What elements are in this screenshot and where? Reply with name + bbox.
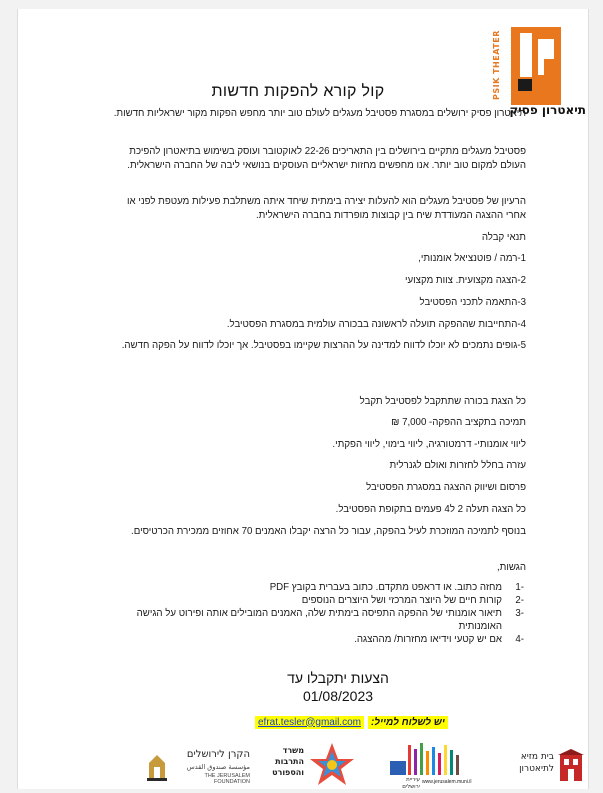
deadline-label: הצעות יתקבלו עד	[287, 670, 389, 686]
paragraph-idea: הרעיון של פסטיבל מעגלים הוא להעלות יצירה בימתית שיחד איתה משתלבת פעילות מעטפת לפני או אחרי ההצגה המעודדת שיח בין קבוצות מופרדות בחברה הישראלית.	[127, 196, 526, 221]
submission-email-link[interactable]: efrat.tesler@gmail.com	[255, 716, 364, 729]
benefits-heading: כל הצגת בכורה שתתקבל לפסטיבל תקבל	[359, 396, 526, 407]
condition-2: 2-הצגה מקצועית. צוות מקצועי	[405, 275, 526, 286]
ministry-culture-logo	[264, 741, 364, 793]
condition-3: 3-התאמה לתכני הפסטיבל	[419, 297, 526, 308]
list-text: תיאור אומנותי של ההפקה התפיסה בימתית שלה, האמנים המובילים אותה ופירוט על הגישה האומנותית	[136, 608, 502, 632]
municipality-url: www.jerusalem.muni.il	[422, 779, 472, 785]
deadline	[258, 669, 418, 705]
submissions-list	[118, 581, 524, 646]
jerusalem-foundation-emblem-icon	[146, 751, 168, 781]
page-title: קול קורא להפקות חדשות	[211, 83, 385, 100]
condition-4: 4-התחייבות שההפקה תועלה לראשונה בבכורה עולמית במסגרת הפסטיבל.	[226, 319, 526, 330]
list-text: אם יש קטעי וידיאו מחזרות/ מההצגה.	[354, 634, 502, 645]
submission-email-label: יש לשלוח למייל:	[368, 716, 448, 729]
municipality-line2: ירושלים	[402, 784, 420, 790]
condition-5: 5-גופים נתמכים לא יוכלו לדווח למדינה על ההרצות שקיימו בפסטיבל. אך יוכלו לדווח על הפקה חדשה.	[121, 340, 526, 351]
list-text: קורות חיים של היוצר המרכזי ושל היוצרים הנוספים	[301, 595, 502, 606]
logo-comma-mark-icon	[514, 29, 560, 103]
list-item	[118, 594, 524, 607]
municipality-line1: עיריית	[406, 777, 420, 783]
ministry-line2: התרבות	[275, 757, 304, 766]
psik-theater-logo	[490, 19, 586, 115]
municipality-colorful-lines-icon	[390, 741, 480, 775]
deadline-date: 01/08/2023	[302, 688, 374, 704]
beit-mazia-line1: בית מזיא	[520, 752, 554, 762]
beit-mazia-text	[506, 751, 554, 775]
ministry-text	[264, 745, 304, 778]
logo-vertical-text: PSIK THEATER	[492, 30, 501, 100]
beit-mazia-building-icon	[558, 749, 584, 783]
submission-contact	[255, 715, 448, 729]
list-number: -2	[515, 595, 524, 606]
benefit-marketing: פרסום ושיווק ההצגה במסגרת הפסטיבל	[366, 482, 526, 493]
jerusalem-foundation-logo	[146, 741, 250, 793]
benefit-artistic: ליווי אומנותי- דרמטורגיה, ליווי בימוי, ליווי הפקתי.	[332, 439, 526, 450]
ministry-star-icon	[308, 741, 356, 789]
beit-mazia-line2: לתיאטרון	[519, 764, 554, 774]
list-text: מחזה כתוב. או דראפט מתקדם. כתוב בעברית בקובץ PDF	[269, 582, 502, 593]
benefit-performances: כל הצגה תעלה 2 ל4 פעמים בתקופת הפסטיבל.	[335, 504, 526, 515]
ministry-line1: משרד	[282, 746, 304, 755]
list-item	[118, 633, 524, 646]
paragraph-intro: תיאטרון פסיק ירושלים במסגרת פסטיבל מעגלים לעולם טוב יותר מחפש הפקות מקור ישראליות חדשות.	[113, 108, 526, 119]
conditions-heading: תנאי קבלה	[481, 232, 526, 243]
jf-english: THE JERUSALEM FOUNDATION	[204, 773, 250, 785]
jf-arabic: مؤسسة صندوق القدس	[186, 763, 250, 771]
jf-hebrew: הקרן לירושלים	[186, 749, 250, 760]
condition-1: 1-רמה / פוטנציאל אומנותי,	[418, 253, 526, 264]
list-number: -3	[515, 608, 524, 619]
paragraph-festival: פסטיבל מעגלים מתקיים בירושלים בין התאריכים 22-26 לאוקטובר ועוסק בשימוש בתיאטרון להפיכת העולם למקום טוב יותר. אנו מחפשים מחזות ישראליים העוסקים בנושאי ליבה של החברה הישראלית.	[127, 146, 526, 171]
jerusalem-municipality-logo	[386, 741, 486, 793]
logo-name: תיאטרון פסיק	[509, 103, 586, 117]
ministry-line3: והספורט	[272, 768, 304, 777]
sponsors-bar	[146, 741, 586, 793]
document-page	[17, 9, 589, 789]
list-number: -4	[515, 634, 524, 645]
list-number: -1	[515, 582, 524, 593]
benefit-space: עזרה בחלל לחזרות ואולם לגנרלית	[389, 460, 526, 471]
list-item	[118, 581, 524, 594]
benefit-budget: תמיכה בתקציב ההפקה- 7,000 ₪	[391, 417, 526, 428]
benefit-tickets: בנוסף לתמיכה המוזכרת לעיל בהפקה, עבור כל הרצה יקבלו האמנים 70 אחוזים ממכירת הכרטיסים.	[131, 526, 526, 537]
list-item	[118, 607, 524, 633]
beit-mazia-logo	[506, 741, 586, 793]
submissions-heading: הגשות,	[496, 562, 526, 573]
